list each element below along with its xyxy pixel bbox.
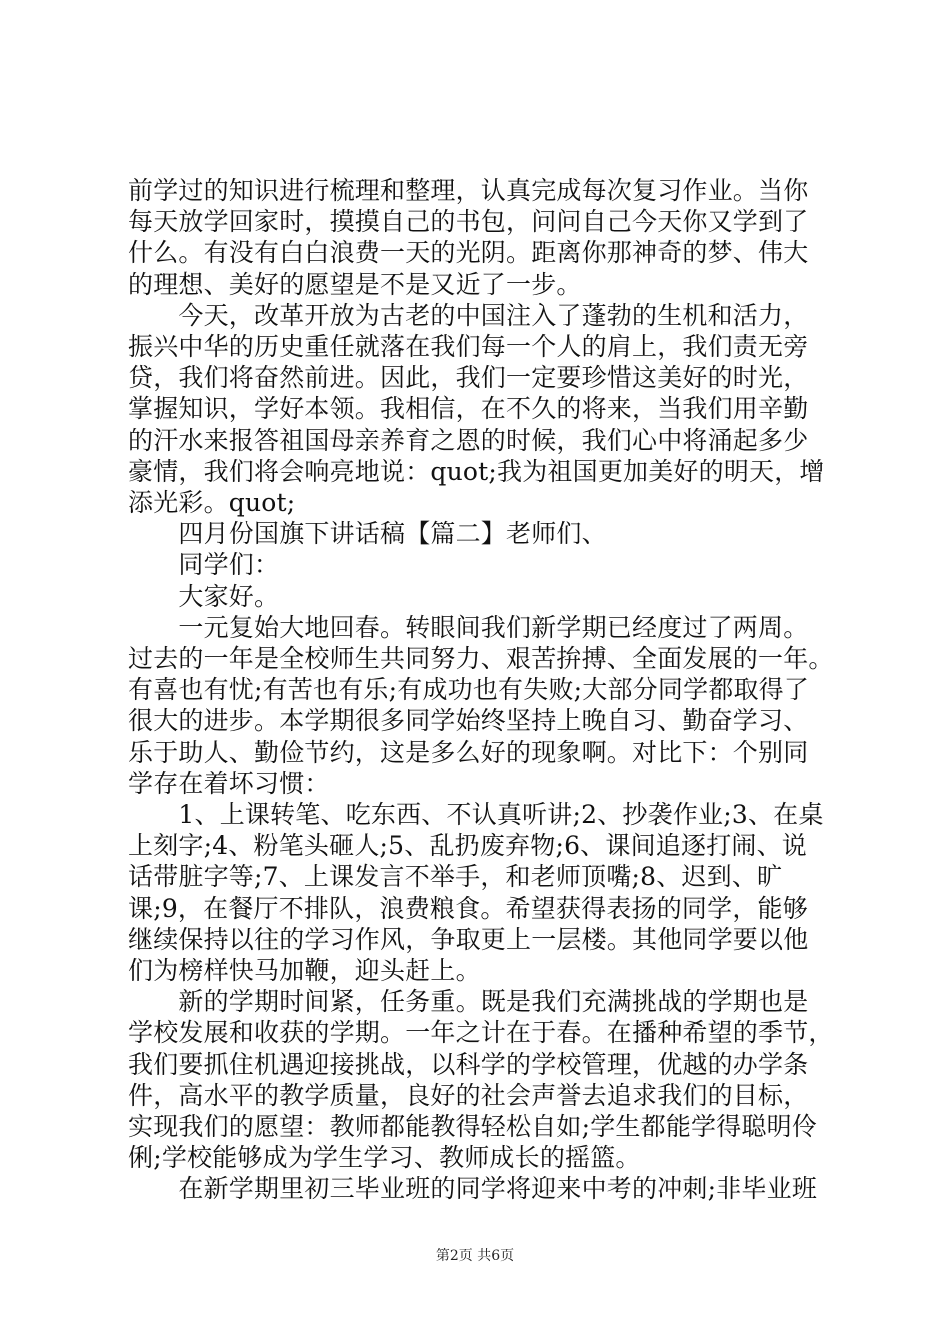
text-line: 同学们： <box>128 550 280 580</box>
text-line: 添光彩。quot; <box>128 488 296 517</box>
text-line: 学存在着坏习惯： <box>128 768 330 798</box>
text-line: 的理想、美好的愿望是不是又近了一步。 <box>128 269 582 299</box>
text-line: 掌握知识，学好本领。我相信，在不久的将来，当我们用辛勤 <box>128 394 809 424</box>
text-line: 每天放学回家时，摸摸自己的书包，问问自己今天你又学到了 <box>128 207 809 237</box>
text-line: 新的学期时间紧，任务重。既是我们充满挑战的学期也是 <box>128 987 809 1017</box>
text-line: 的汗水来报答祖国母亲养育之恩的时候，我们心中将涌起多少 <box>128 425 809 455</box>
text-line: 在新学期里初三毕业班的同学将迎来中考的冲刺;非毕业班 <box>128 1174 818 1204</box>
text-line: 继续保持以往的学习作风，争取更上一层楼。其他同学要以他 <box>128 924 809 954</box>
text-line: 有喜也有忧;有苦也有乐;有成功也有失败;大部分同学都取得了 <box>128 675 810 705</box>
text-line: 前学过的知识进行梳理和整理，认真完成每次复习作业。当你 <box>128 176 809 205</box>
text-line: 很大的进步。本学期很多同学始终坚持上晚自习、勤奋学习、 <box>128 706 809 736</box>
text-line: 豪情，我们将会响亮地说：quot;我为祖国更加美好的明天，增 <box>128 456 825 486</box>
text-line: 实现我们的愿望：教师都能教得轻松自如;学生都能学得聪明伶 <box>128 1112 818 1141</box>
text-line: 过去的一年是全校师生共同努力、艰苦拚搏、全面发展的一年。 <box>128 644 834 673</box>
text-line: 话带脏字等;7、上课发言不举手，和老师顶嘴;8、迟到、旷 <box>128 862 783 892</box>
text-line: 1、上课转笔、吃东西、不认真听讲;2、抄袭作业;3、在桌 <box>128 800 824 829</box>
text-line: 件，高水平的教学质量，良好的社会声誉去追求我们的目标， <box>128 1080 809 1110</box>
text-line: 大家好。 <box>128 581 280 611</box>
text-line: 今天，改革开放为古老的中国注入了蓬勃的生机和活力， <box>128 300 809 330</box>
text-line: 一元复始大地回春。转眼间我们新学期已经度过了两周。 <box>128 612 809 642</box>
text-line: 振兴中华的历史重任就落在我们每一个人的肩上，我们责无旁 <box>128 332 809 361</box>
text-line: 四月份国旗下讲话稿【篇二】老师们、 <box>128 519 607 549</box>
text-line: 乐于助人、勤俭节约，这是多么好的现象啊。对比下：个别同 <box>128 737 809 767</box>
text-line: 们为榜样快马加鞭，迎头赶上。 <box>128 956 481 985</box>
page-footer: 第2页 共6页 <box>435 1248 515 1264</box>
text-line: 什么。有没有白白浪费一天的光阴。距离你那神奇的梦、伟大 <box>128 238 809 268</box>
text-line: 我们要抓住机遇迎接挑战，以科学的学校管理，优越的办学条 <box>128 1049 809 1079</box>
text-line: 课;9，在餐厅不排队，浪费粮食。希望获得表扬的同学，能够 <box>128 893 808 923</box>
text-line: 俐;学校能够成为学生学习、教师成长的摇篮。 <box>128 1143 641 1173</box>
text-line: 学校发展和收获的学期。一年之计在于春。在播种希望的季节， <box>128 1018 834 1048</box>
text-line: 上刻字;4、粉笔头砸人;5、乱扔废弃物;6、课间追逐打闹、说 <box>128 831 807 861</box>
text-line: 贷，我们将奋然前进。因此，我们一定要珍惜这美好的时光， <box>128 363 809 393</box>
